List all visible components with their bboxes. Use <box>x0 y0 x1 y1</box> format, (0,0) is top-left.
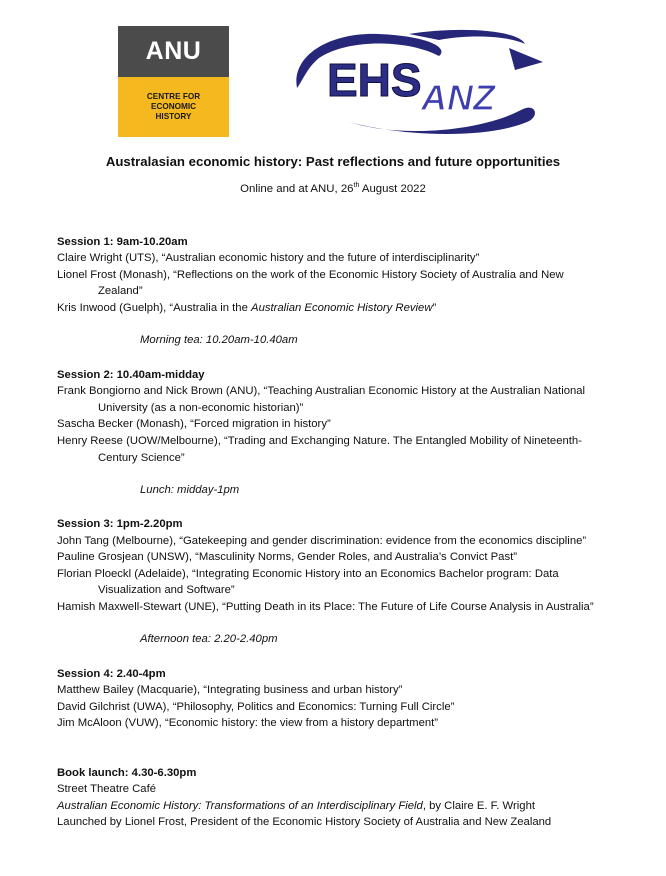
talk-continuation: University (as a non-economic historian)” <box>98 402 304 414</box>
break-item: Lunch: midday-1pm <box>140 484 240 496</box>
ehsanz-logo-ehs: EHS <box>327 54 422 106</box>
book-author: , by Claire E. F. Wright <box>422 800 535 812</box>
anu-unit-line: CENTRE FOR <box>146 92 201 101</box>
book-launch-book <box>57 798 535 814</box>
ehsanz-logo-anz: ANZ <box>421 77 495 118</box>
anu-unit-line: HISTORY <box>155 112 192 121</box>
talk: Pauline Grosjean (UNSW), “Masculinity Norms, Gender Roles, and Australia’s Convict Past” <box>57 551 517 563</box>
session-heading: Session 4: 2.40-4pm <box>57 668 166 680</box>
subtitle-ordinal: th <box>353 182 360 190</box>
talk: Jim McAloon (VUW), “Economic history: the view from a history department” <box>57 717 439 729</box>
book-launch-venue: Street Theatre Café <box>57 783 157 795</box>
talk: Claire Wright (UTS), “Australian economic history and the future of interdisciplinarity” <box>57 252 480 264</box>
talk-continuation: Zealand” <box>98 285 143 297</box>
break-item: Afternoon tea: 2.20-2.40pm <box>140 633 278 645</box>
talk: Hamish Maxwell-Stewart (UNE), “Putting Death in its Place: The Future of Life Course Analysis in Australia” <box>57 601 594 613</box>
anu-logo <box>118 26 229 137</box>
anu-logo-wordmark: ANU <box>118 26 229 77</box>
ehsanz-logo <box>289 26 547 138</box>
talk: Frank Bongiorno and Nick Brown (ANU), “Teaching Australian Economic History at the Australian National <box>57 385 586 397</box>
talk-continuation: Visualization and Software” <box>98 584 235 596</box>
talk: Sascha Becker (Monash), “Forced migration in history” <box>57 418 331 430</box>
break-item: Morning tea: 10.20am-10.40am <box>140 334 298 346</box>
talk: Florian Ploeckl (Adelaide), “Integrating Economic History into an Economics Bachelor program: Data <box>57 568 559 580</box>
session-heading: Session 2: 10.40am-midday <box>57 369 205 381</box>
talk <box>57 300 436 316</box>
session-heading: Session 3: 1pm-2.20pm <box>57 518 183 530</box>
event-title: Australasian economic history: Past reflections and future opportunities <box>105 154 561 169</box>
book-launch-launched-by: Launched by Lionel Frost, President of the Economic History Society of Australia and New Zealand <box>57 816 552 828</box>
session-heading: Session 1: 9am-10.20am <box>57 236 188 248</box>
talk-prefix: Kris Inwood (Guelph), “Australia in the <box>57 302 252 314</box>
talk: John Tang (Melbourne), “Gatekeeping and gender discrimination: evidence from the economics discipline” <box>57 535 587 547</box>
talk: Lionel Frost (Monash), “Reflections on the work of the Economic History Society of Australia and New <box>57 269 564 281</box>
talk: Matthew Bailey (Macquarie), “Integrating business and urban history” <box>57 684 403 696</box>
talk: David Gilchrist (UWA), “Philosophy, Politics and Economics: Turning Full Circle” <box>57 701 455 713</box>
talk: Henry Reese (UOW/Melbourne), “Trading and Exchanging Nature. The Entangled Mobility of Nineteenth- <box>57 435 582 447</box>
subtitle-suffix: August 2022 <box>359 183 426 195</box>
subtitle-prefix: Online and at ANU, 26 <box>240 183 354 195</box>
anu-logo-unit <box>118 77 229 137</box>
anu-unit-line: ECONOMIC <box>150 102 197 111</box>
book-title: Australian Economic History: Transformations of an Interdisciplinary Field <box>57 800 423 812</box>
book-launch-heading: Book launch: 4.30-6.30pm <box>57 767 197 779</box>
talk-continuation: Century Science” <box>98 452 185 464</box>
journal-title: Australian Economic History Review <box>251 302 433 314</box>
event-date-location <box>0 183 666 195</box>
talk-suffix: ” <box>432 302 437 314</box>
